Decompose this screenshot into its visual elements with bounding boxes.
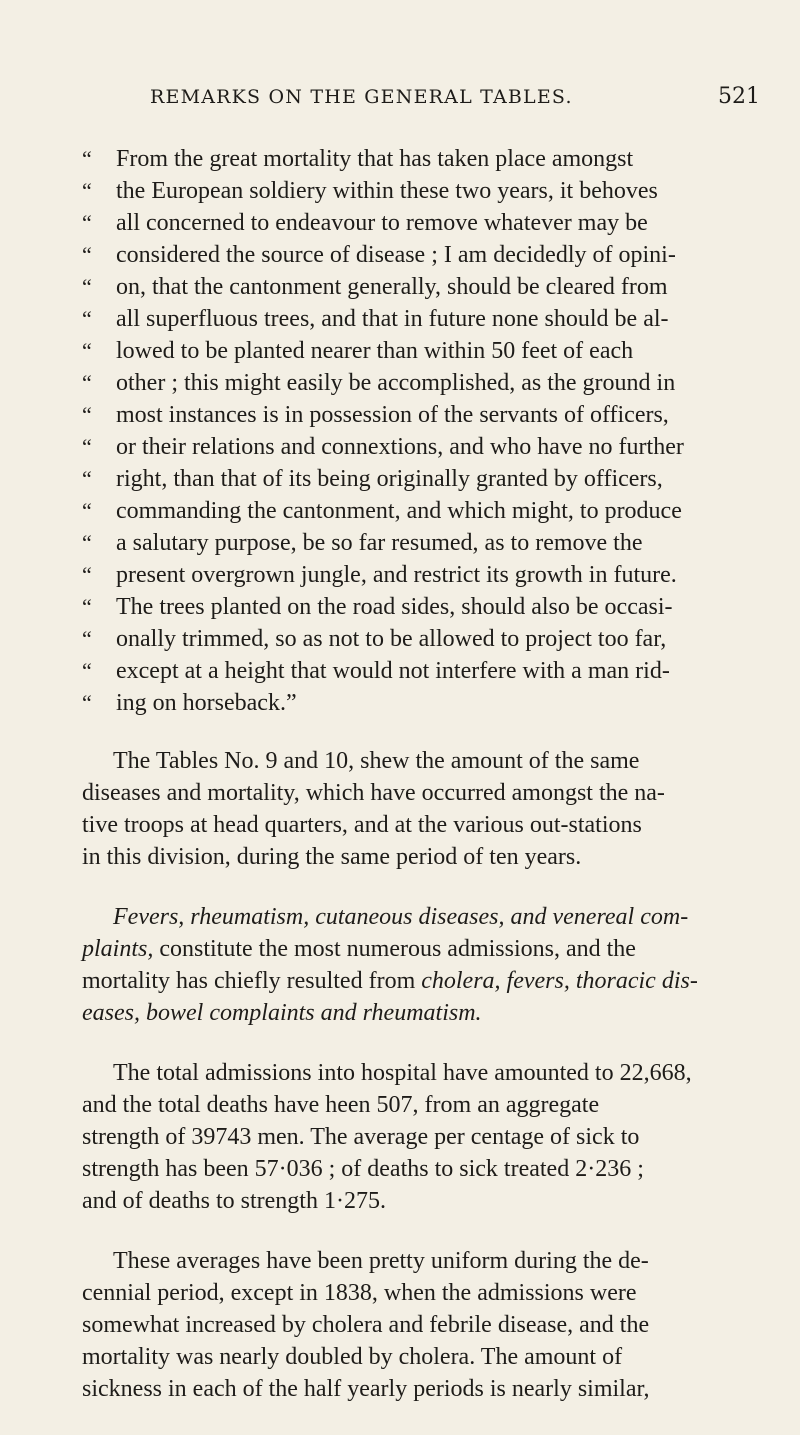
quote-line (82, 496, 682, 526)
text-line: and of deaths to strength 1·275. (82, 1188, 386, 1214)
text-line: tive troops at head quarters, and at the various out-stations (82, 812, 642, 838)
quote-mark: “ (82, 690, 92, 715)
text-line: strength of 39743 men. The average per centage of sick to (82, 1124, 640, 1150)
quote-line-text: commanding the cantonment, and which might, to produce (116, 498, 682, 524)
quote-line-text: other ; this might easily be accomplished, as the ground in (116, 370, 676, 396)
quote-line-text: all concerned to endeavour to remove whatever may be (116, 210, 648, 236)
text-line: These averages have been pretty uniform during the de- (113, 1248, 649, 1274)
quote-line (82, 400, 669, 430)
quote-line (82, 560, 677, 590)
quote-line (82, 528, 643, 558)
quote-line (82, 432, 684, 462)
quote-line-text: onally trimmed, so as not to be allowed to project too far, (116, 626, 667, 652)
roman-text: mortality has chiefly resulted from (82, 968, 422, 994)
quote-mark: “ (82, 338, 92, 363)
italic-text: rheumatism. (362, 1000, 482, 1026)
quote-line (82, 688, 297, 718)
quote-line-text: From the great mortality that has taken place amongst (116, 146, 634, 172)
quote-mark: “ (82, 466, 92, 491)
text-line (113, 902, 688, 932)
quote-line-text: considered the source of disease ; I am decidedly of opini- (116, 242, 676, 268)
quote-line (82, 336, 633, 366)
quote-line-text: most instances is in possession of the servants of officers, (116, 402, 669, 428)
text-line (82, 934, 636, 964)
text-line: The Tables No. 9 and 10, shew the amount of the same (113, 748, 640, 774)
italic-text: plaints, (82, 936, 154, 962)
quote-line-text: the European soldiery within these two years, it behoves (116, 178, 658, 204)
quote-line (82, 592, 673, 622)
text-line (82, 998, 482, 1028)
roman-text: constitute the most numerous admissions, and the (153, 936, 636, 962)
quote-line-text: lowed to be planted nearer than within 50 feet of each (116, 338, 634, 364)
quote-line (82, 624, 666, 654)
quote-mark: “ (82, 402, 92, 427)
quote-line (82, 304, 669, 334)
quote-line (82, 208, 648, 238)
text-line: mortality was nearly doubled by cholera. The amount of (82, 1344, 623, 1370)
text-line: strength has been 57·036 ; of deaths to sick treated 2·236 ; (82, 1156, 644, 1182)
quote-mark: “ (82, 626, 92, 651)
text-line: cennial period, except in 1838, when the admissions were (82, 1280, 637, 1306)
italic-text: eases, bowel complaints (82, 1000, 315, 1026)
quote-line (82, 464, 663, 494)
quote-mark: “ (82, 210, 92, 235)
quote-line-text: ing on horseback.” (116, 690, 297, 716)
quote-line-text: or their relations and connextions, and who have no further (116, 434, 684, 460)
quote-line-text: except at a height that would not interfere with a man rid- (116, 658, 670, 684)
quote-mark: “ (82, 274, 92, 299)
text-line: in this division, during the same period of ten years. (82, 844, 582, 870)
quote-line-text: a salutary purpose, be so far resumed, as to remove the (116, 530, 643, 556)
running-title: REMARKS ON THE GENERAL TABLES. (150, 86, 573, 108)
text-line: sickness in each of the half yearly periods is nearly similar, (82, 1376, 650, 1402)
quote-line (82, 240, 676, 270)
quote-mark: “ (82, 146, 92, 171)
quote-line (82, 368, 675, 398)
text-line: The total admissions into hospital have amounted to 22,668, (113, 1060, 692, 1086)
quote-mark: “ (82, 306, 92, 331)
quote-line-text: on, that the cantonment generally, should be cleared from (116, 274, 668, 300)
text-line: somewhat increased by cholera and febrile disease, and the (82, 1312, 650, 1338)
text-line: diseases and mortality, which have occurred amongst the na- (82, 780, 665, 806)
text-line: and the total deaths have heen 507, from an aggregate (82, 1092, 600, 1118)
quote-line (82, 176, 658, 206)
italic-text: cholera, fevers, thoracic dis- (421, 968, 698, 994)
quote-line (82, 656, 670, 686)
italic-text: and (314, 1000, 363, 1026)
quote-mark: “ (82, 434, 92, 459)
quote-mark: “ (82, 370, 92, 395)
page-number: 521 (718, 84, 760, 109)
quote-mark: “ (82, 530, 92, 555)
quote-mark: “ (82, 498, 92, 523)
quote-line (82, 272, 668, 302)
quote-mark: “ (82, 562, 92, 587)
italic-text: Fevers, rheumatism, cutaneous diseases, and venereal com- (113, 904, 689, 930)
quote-line-text: The trees planted on the road sides, should also be occasi- (116, 594, 673, 620)
quote-mark: “ (82, 178, 92, 203)
quote-line-text: right, than that of its being originally granted by officers, (116, 466, 663, 492)
quote-mark: “ (82, 242, 92, 267)
quote-mark: “ (82, 594, 92, 619)
quote-line-text: all superfluous trees, and that in future none should be al- (116, 306, 669, 332)
quote-line-text: present overgrown jungle, and restrict its growth in future. (116, 562, 677, 588)
quote-mark: “ (82, 658, 92, 683)
text-line (82, 966, 698, 996)
quote-line (82, 144, 633, 174)
